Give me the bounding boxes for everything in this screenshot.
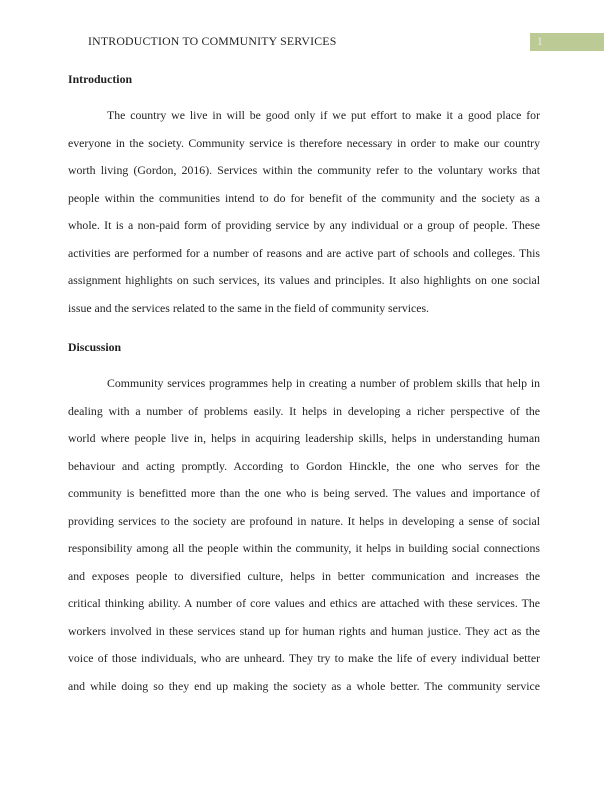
text-line: dealing with a number of problems easily. It helps in developing a richer perspective of the	[68, 403, 540, 418]
running-head: INTRODUCTION TO COMMUNITY SERVICES	[88, 34, 337, 48]
text-line: workers involved in these services stand up for human rights and human justice. They act as the	[68, 623, 540, 638]
section-heading-introduction: Introduction	[68, 72, 133, 86]
text-line: activities are performed for a number of reasons and are active part of schools and colleges. This	[68, 245, 540, 260]
page-number: 1	[537, 36, 543, 48]
paragraph-introduction	[68, 102, 540, 322]
text-line: everyone in the society. Community service is therefore necessary in order to make our country	[68, 135, 540, 150]
text-line: Community services programmes help in creating a number of problem skills that help in	[107, 376, 540, 390]
text-line: behaviour and acting promptly. According to Gordon Hinckle, the one who serves for the	[68, 458, 540, 473]
text-line: critical thinking ability. A number of core values and ethics are attached with these services. The	[68, 596, 540, 610]
text-line: whole. It is a non-paid form of providing service by any individual or a group of people. These	[68, 218, 540, 232]
text-line: and while doing so they end up making the society as a whole better. The community service	[68, 678, 540, 693]
section-heading-discussion: Discussion	[68, 340, 122, 354]
text-line: The country we live in will be good only if we put effort to make it a good place for	[107, 108, 540, 122]
text-line: worth living (Gordon, 2016). Services within the community refer to the voluntary works that	[68, 163, 540, 177]
paragraph-discussion	[68, 370, 540, 700]
text-line: providing services to the society are profound in nature. It helps in developing a sense of social	[68, 513, 540, 528]
text-line: responsibility among all the people within the community, it helps in building social connections	[68, 541, 540, 555]
text-line: people within the communities intend to do for benefit of the community and the society as a	[68, 190, 540, 205]
page-number-badge	[530, 33, 604, 51]
text-line: assignment highlights on such services, its values and principles. It also highlights on one social	[68, 273, 540, 287]
text-line: world where people live in, helps in acquiring leadership skills, helps in understanding human	[68, 431, 540, 445]
text-line: and exposes people to diversified culture, helps in better communication and increases the	[68, 568, 540, 583]
text-line: issue and the services related to the same in the field of community services.	[68, 300, 430, 315]
text-line: community is benefitted more than the one who is being served. The values and importance of	[68, 486, 540, 500]
text-line: voice of those individuals, who are unheard. They try to make the life of every individual better	[68, 651, 540, 665]
